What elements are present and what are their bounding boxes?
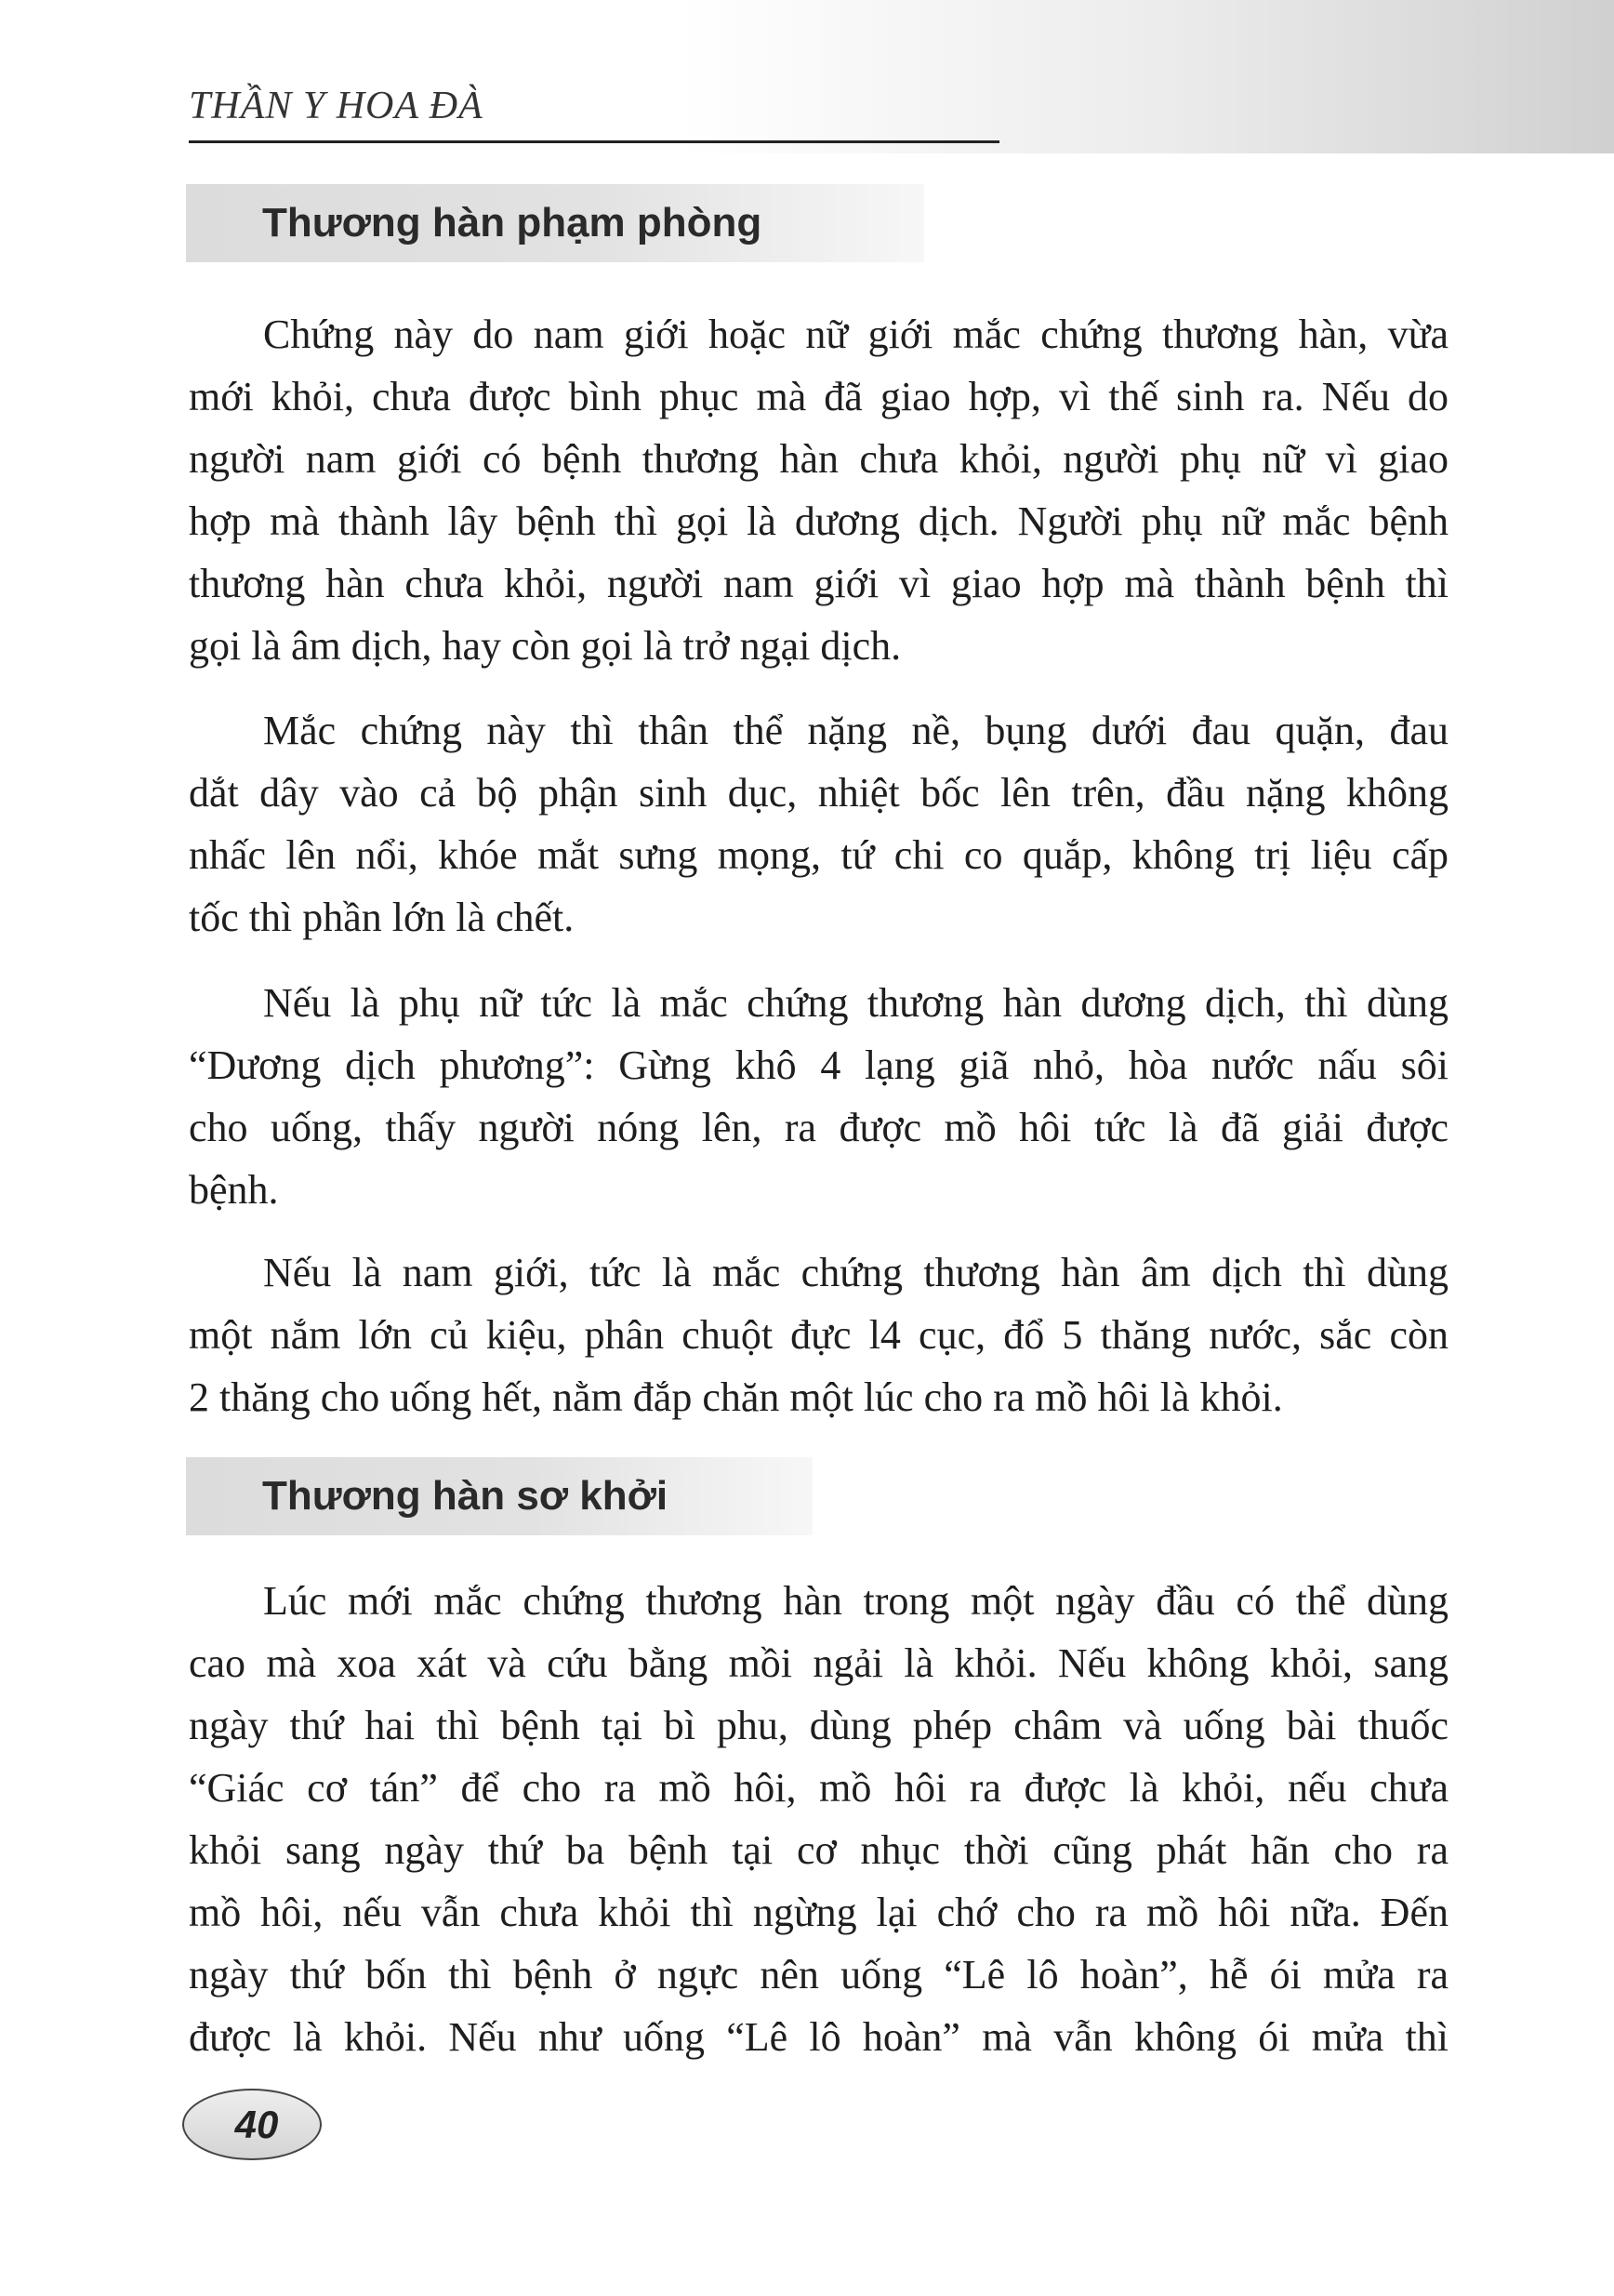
text-line: nhấc lên nổi, khóe mắt sưng mọng, tứ chi co quắp, không trị liệu cấp <box>189 832 1449 878</box>
text-line: Chứng này do nam giới hoặc nữ giới mắc chứng thương hàn, vừa <box>263 312 1449 357</box>
text-line: Nếu là phụ nữ tức là mắc chứng thương hàn dương dịch, thì dùng <box>263 980 1449 1026</box>
text-line: “Dương dịch phương”: Gừng khô 4 lạng giã nhỏ, hòa nước nấu sôi <box>189 1042 1449 1088</box>
paragraph-4 <box>189 1241 1449 1428</box>
text-line: mồ hôi, nếu vẫn chưa khỏi thì ngừng lại chớ cho ra mồ hôi nữa. Đến <box>189 1890 1449 1935</box>
text-line: được là khỏi. Nếu như uống “Lê lô hoàn” mà vẫn không ói mửa thì <box>189 2014 1449 2060</box>
page-number-badge <box>182 2089 322 2160</box>
text-line: tốc thì phần lớn là chết. <box>189 895 575 940</box>
paragraph-3 <box>189 972 1449 1221</box>
text-line: dắt dây vào cả bộ phận sinh dục, nhiệt bốc lên trên, đầu nặng không <box>189 770 1449 816</box>
paragraph-5 <box>189 1570 1449 2068</box>
text-line: Nếu là nam giới, tức là mắc chứng thương hàn âm dịch thì dùng <box>263 1250 1449 1295</box>
text-line: bệnh. <box>189 1167 279 1213</box>
text-line: ngày thứ bốn thì bệnh ở ngực nên uống “Lê lô hoàn”, hễ ói mửa ra <box>189 1952 1449 1997</box>
text-line: Mắc chứng này thì thân thể nặng nề, bụng dưới đau quặn, đau <box>263 708 1449 753</box>
text-line: mới khỏi, chưa được bình phục mà đã giao hợp, vì thế sinh ra. Nếu do <box>189 374 1449 419</box>
text-line: người nam giới có bệnh thương hàn chưa khỏi, người phụ nữ vì giao <box>189 436 1449 482</box>
paragraph-2 <box>189 699 1449 949</box>
text-line: Lúc mới mắc chứng thương hàn trong một ngày đầu có thể dùng <box>263 1578 1449 1624</box>
text-line: hợp mà thành lây bệnh thì gọi là dương dịch. Người phụ nữ mắc bệnh <box>189 498 1449 544</box>
paragraph-1 <box>189 303 1449 677</box>
running-head: THẦN Y HOA ĐÀ <box>189 85 483 127</box>
text-line: một nắm lớn củ kiệu, phân chuột đực l4 cục, đổ 5 thăng nước, sắc còn <box>189 1312 1449 1358</box>
text-line: khỏi sang ngày thứ ba bệnh tại cơ nhục thời cũng phát hãn cho ra <box>189 1827 1449 1873</box>
section-heading-1: Thương hàn phạm phòng <box>186 184 924 262</box>
header-band <box>0 0 1614 153</box>
text-line: ngày thứ hai thì bệnh tại bì phu, dùng phép châm và uống bài thuốc <box>189 1703 1449 1748</box>
text-line: gọi là âm dịch, hay còn gọi là trở ngại dịch. <box>189 623 902 669</box>
text-line: thương hàn chưa khỏi, người nam giới vì giao hợp mà thành bệnh thì <box>189 561 1449 606</box>
page-number: 40 <box>234 2102 279 2146</box>
header-rule <box>189 140 999 143</box>
section-heading-2: Thương hàn sơ khởi <box>186 1457 813 1535</box>
text-line: cao mà xoa xát và cứu bằng mồi ngải là khỏi. Nếu không khỏi, sang <box>189 1640 1449 1686</box>
text-line: 2 thăng cho uống hết, nằm đắp chăn một lúc cho ra mồ hôi là khỏi. <box>189 1374 1283 1420</box>
text-line: cho uống, thấy người nóng lên, ra được mồ hôi tức là đã giải được <box>189 1105 1449 1150</box>
text-line: “Giác cơ tán” để cho ra mồ hôi, mồ hôi ra được là khỏi, nếu chưa <box>189 1765 1449 1811</box>
